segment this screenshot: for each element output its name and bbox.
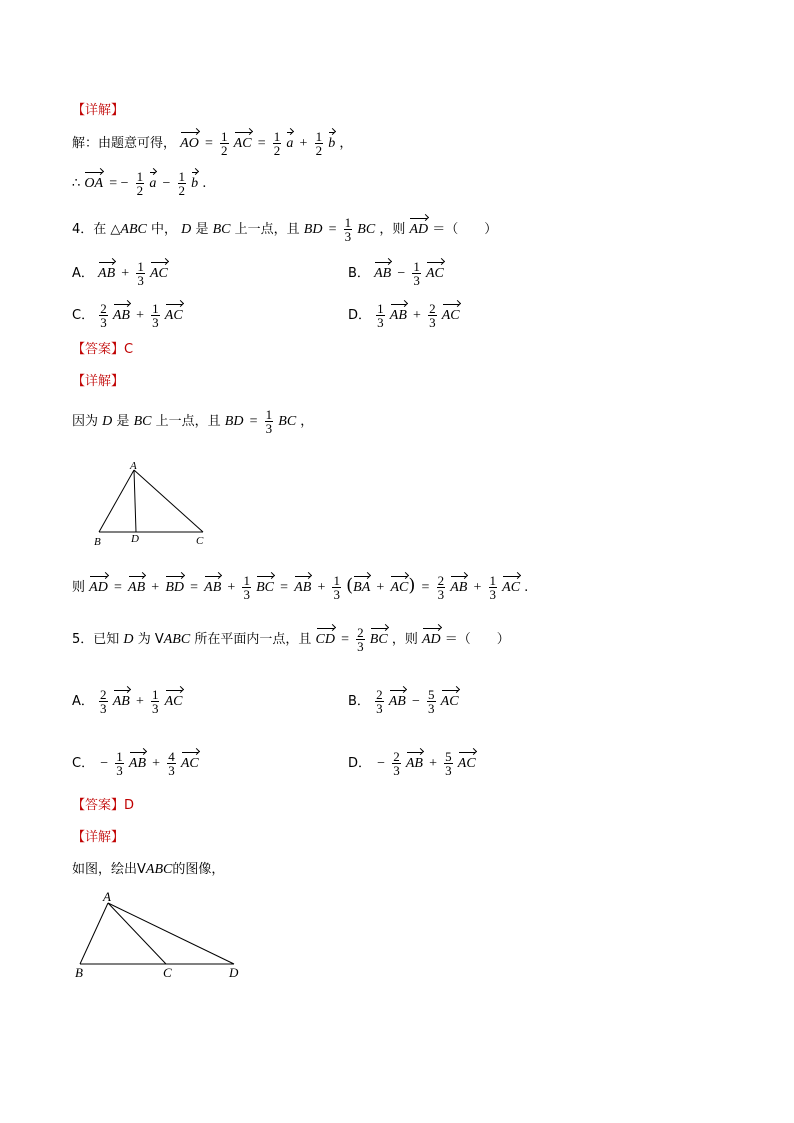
fraction-half: $\frac{1}{2}$ (178, 169, 185, 198)
vector-b: b (328, 136, 336, 151)
q5-option-b[interactable]: B． $\frac{2}{3}$ AB − $\frac{5}{3}$ AC (348, 687, 459, 716)
fig2-label-b: B (75, 965, 83, 980)
answer-label-4: 【答案】C (72, 342, 134, 357)
vector-a: a (286, 136, 294, 151)
vector-AD: AD (409, 222, 429, 237)
then-line: 则 AD = AB + BD = AB + $\frac{1}{3}$ BC = AB + $\frac{1}{3}$ (BA + AC) = $\frac{2}{3}$ AB + $\frac{1}{3}$ AC . (72, 573, 529, 602)
question-4: 4．在 △ABC 中， D 是 BC 上一点，且 BD = $\frac{1}{3}$ BC ，则 AD ＝（ ） (72, 215, 498, 244)
q5-paren: ＝（ ） (444, 632, 510, 647)
q5-number: 5．已知 (72, 632, 120, 647)
triangle-figure-1 (90, 458, 210, 550)
fig1-label-a: A (130, 460, 137, 472)
fraction-third: $\frac{1}{3}$ (137, 259, 144, 288)
vector-AO: AO (180, 136, 199, 151)
q4-number: 4．在 (72, 222, 107, 237)
detail-heading-2: 【详解】 (72, 374, 125, 389)
question-5: 5．已知 D 为 VABC 所在平面内一点，且 CD = $\frac{2}{3}$ BC ，则 AD ＝（ ） (72, 625, 510, 654)
q4-paren: ＝（ ） (432, 222, 498, 237)
solution-prefix: 解：由题意可得， (72, 136, 177, 151)
fraction-half: $\frac{1}{2}$ (315, 129, 323, 158)
vector-AC: AC (233, 136, 252, 151)
q4-option-b[interactable]: B． AB − $\frac{1}{3}$ AC (348, 259, 444, 288)
q4-option-d[interactable]: D． $\frac{1}{3}$ AB + $\frac{2}{3}$ AC (348, 301, 460, 330)
answer-label-5: 【答案】D (72, 798, 135, 813)
fig1-label-d: D (131, 533, 139, 545)
q5-option-c[interactable]: C． − $\frac{1}{3}$ AB + $\frac{4}{3}$ AC (72, 749, 199, 778)
triangle-figure-2 (70, 886, 250, 986)
figure-caption-line: 如图，绘出VABC的图像， (72, 862, 225, 877)
q4-option-c[interactable]: C． $\frac{2}{3}$ AB + $\frac{1}{3}$ AC (72, 301, 183, 330)
fig2-label-a: A (103, 889, 111, 904)
vector-OA: OA (84, 176, 104, 191)
fraction-half: $\frac{1}{2}$ (221, 129, 228, 158)
vector-a: a (149, 176, 157, 191)
solution-line: 解：由题意可得， AO = $\frac{1}{2}$ AC = $\frac{1}{2}$ a + $\frac{1}{2}$ b ， (72, 129, 353, 158)
detail-heading-3: 【详解】 (72, 830, 125, 845)
because-line: 因为 D 是 BC 上一点，且 BD = $\frac{1}{3}$ BC ， (72, 407, 314, 436)
fraction-third: $\frac{1}{3}$ (413, 259, 420, 288)
fig1-label-b: B (94, 536, 101, 548)
fig1-label-c: C (196, 535, 204, 547)
fig2-label-c: C (163, 965, 172, 980)
therefore-symbol: ∴ (72, 176, 81, 191)
q5-option-d[interactable]: D． − $\frac{2}{3}$ AB + $\frac{5}{3}$ AC (348, 749, 476, 778)
therefore-line: ∴ OA = − $\frac{1}{2}$ a − $\frac{1}{2}$ b . (72, 169, 207, 198)
fraction-half: $\frac{1}{2}$ (273, 129, 281, 158)
q4-option-a[interactable]: A． AB + $\frac{1}{3}$ AC (72, 259, 168, 288)
fraction-third: $\frac{1}{3}$ (344, 215, 352, 244)
fig2-label-d: D (229, 965, 239, 980)
q5-option-a[interactable]: A． $\frac{2}{3}$ AB + $\frac{1}{3}$ AC (72, 687, 183, 716)
vector-b: b (191, 176, 199, 191)
detail-heading-1: 【详解】 (72, 103, 125, 118)
fraction-half: $\frac{1}{2}$ (136, 169, 144, 198)
